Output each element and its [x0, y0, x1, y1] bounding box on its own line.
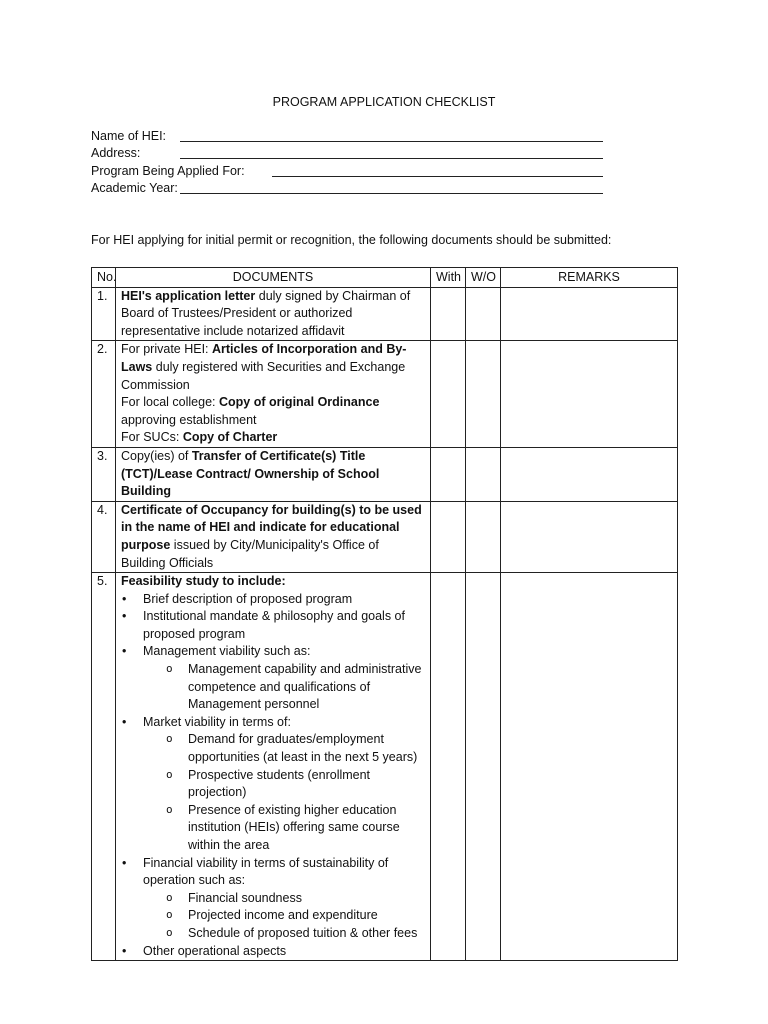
bullet-item: • Brief description of proposed program: [121, 591, 425, 609]
name-of-hei-label: Name of HEI:: [91, 129, 167, 143]
document-bold-text: HEI's application letter: [121, 288, 256, 303]
remarks-cell[interactable]: [501, 447, 678, 501]
remarks-cell[interactable]: [501, 287, 678, 341]
name-of-hei-field: [91, 128, 603, 145]
with-cell[interactable]: [431, 287, 466, 341]
table-row: [92, 501, 678, 572]
row-number: 4.: [92, 501, 116, 572]
local-college-line: [121, 394, 425, 429]
document-bold-text: Transfer of Certificate(s) Title (TCT)/Lease Contract/ Ownership of School Building: [121, 448, 380, 499]
feasibility-heading: Feasibility study to include:: [121, 574, 286, 589]
document-text: Copy(ies) of: [121, 448, 192, 463]
col-header-documents: DOCUMENTS: [116, 268, 431, 288]
program-label: Program Being Applied For:: [91, 163, 245, 178]
row-number: 1.: [92, 287, 116, 341]
col-header-no: No.: [92, 268, 116, 288]
without-cell[interactable]: [466, 447, 501, 501]
checklist-table: [91, 267, 678, 961]
name-of-hei-blank[interactable]: [180, 141, 603, 142]
bullet-item: • Market viability in terms of:: [121, 714, 425, 732]
program-blank[interactable]: [272, 176, 603, 177]
sub-bullet-item: o Schedule of proposed tuition & other fees: [121, 925, 425, 943]
bullet-item: • Institutional mandate & philosophy and goals of proposed program: [121, 608, 425, 643]
table-row: [92, 341, 678, 448]
document-bold-text: Copy of original Ordinance: [218, 395, 380, 410]
document-cell: [116, 501, 431, 572]
with-cell[interactable]: [431, 447, 466, 501]
document-text: issued by City/Municipality's Office of Building Officials: [121, 537, 379, 570]
page-title: PROGRAM APPLICATION CHECKLIST: [272, 95, 496, 109]
document-text: For SUCs:: [121, 430, 183, 445]
without-cell[interactable]: [466, 287, 501, 341]
header-fields: [91, 128, 603, 198]
bullet-item: • Financial viability in terms of sustainability of operation such as:: [121, 855, 425, 890]
document-cell: [116, 447, 431, 501]
academic-year-label: Academic Year:: [91, 181, 178, 196]
row-number: 3.: [92, 447, 116, 501]
sub-bullet-item: o Prospective students (enrollment projection): [121, 767, 425, 802]
intro-text: For HEI applying for initial permit or recognition, the following documents should be submitted:: [91, 233, 612, 247]
remarks-cell[interactable]: [501, 573, 678, 961]
remarks-cell[interactable]: [501, 341, 678, 448]
academic-year-blank[interactable]: [180, 193, 603, 194]
sub-bullet-item: o Demand for graduates/employment opportunities (at least in the next 5 years): [121, 731, 425, 766]
document-cell: [116, 573, 431, 961]
table-row: [92, 447, 678, 501]
private-hei-line: [121, 341, 425, 394]
table-row: [92, 287, 678, 341]
bullet-item: • Other operational aspects: [121, 943, 425, 961]
with-cell[interactable]: [431, 573, 466, 961]
table-header-row: [92, 268, 678, 288]
with-cell[interactable]: [431, 501, 466, 572]
document-cell: [116, 341, 431, 448]
document-text: approving establishment: [121, 412, 257, 427]
without-cell[interactable]: [466, 573, 501, 961]
program-field: [91, 163, 603, 180]
address-field: [91, 145, 603, 162]
row-number: 2.: [92, 341, 116, 448]
document-cell: [116, 287, 431, 341]
sub-bullet-item: o Presence of existing higher education institution (HEIs) offering same course within the area: [121, 802, 425, 855]
document-text: duly signed by Chairman of Board of Trustees/President or authorized representative include notarized affidavit: [121, 288, 411, 338]
document-bold-text: Copy of Charter: [182, 430, 278, 445]
with-cell[interactable]: [431, 341, 466, 448]
address-blank[interactable]: [180, 158, 603, 159]
table-row: [92, 573, 678, 961]
document-text: For local college:: [121, 395, 219, 410]
col-header-with: With: [431, 268, 466, 288]
row-number: 5.: [92, 573, 116, 961]
document-bold-text: Certificate of Occupancy for building(s) to be used in the name of HEI and indicate for educational purpose: [121, 502, 422, 552]
address-label: Address:: [91, 146, 141, 161]
document-bold-text: Articles of Incorporation and By-Laws: [121, 342, 407, 374]
sub-bullet-item: o Management capability and administrative competence and qualifications of Management personnel: [121, 661, 425, 714]
without-cell[interactable]: [466, 501, 501, 572]
remarks-cell[interactable]: [501, 501, 678, 572]
bullet-item: • Management viability such as:: [121, 643, 425, 661]
academic-year-field: [91, 180, 603, 197]
sucs-line: [121, 429, 425, 447]
col-header-wo: W/O: [466, 268, 501, 288]
document-text: For private HEI:: [121, 342, 212, 357]
sub-bullet-item: o Projected income and expenditure: [121, 907, 425, 925]
document-text: duly registered with Securities and Exchange Commission: [121, 359, 406, 392]
without-cell[interactable]: [466, 341, 501, 448]
sub-bullet-item: o Financial soundness: [121, 890, 425, 908]
col-header-remarks: REMARKS: [501, 268, 678, 288]
